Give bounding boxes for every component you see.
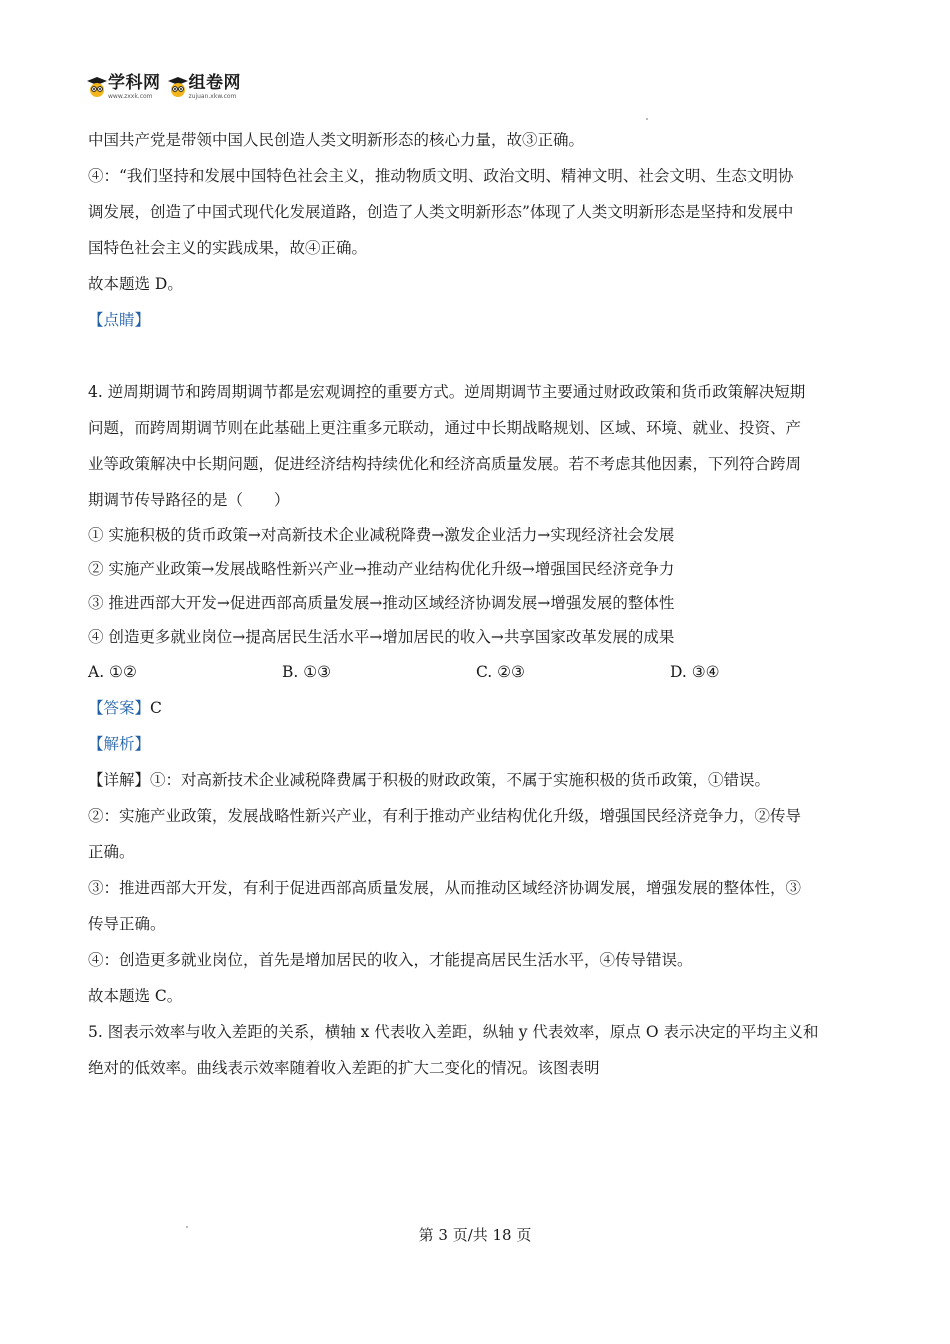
header-logo bbox=[86, 70, 247, 104]
text-line: 国特色社会主义的实践成果，故④正确。 bbox=[88, 239, 368, 257]
logo-url-1: www.zxxk.com bbox=[108, 92, 153, 100]
logo-title-1: 学科网 bbox=[108, 72, 161, 93]
owl-icon bbox=[167, 76, 189, 98]
answer-line bbox=[88, 690, 868, 726]
detail-line: ③：推进西部大开发，有利于促进西部高质量发展，从而推动区域经济协调发展，增强发展的整体性，③ bbox=[88, 879, 802, 897]
question-4-stem: 4. 逆周期调节和跨周期调节都是宏观调控的重要方式。逆周期调节主要通过财政政策和货币政策解决短期 bbox=[88, 383, 806, 401]
option-c: C. ②③ bbox=[476, 663, 525, 681]
document-body bbox=[88, 122, 868, 1086]
question-4-stem: 问题，而跨周期调节则在此基础上更注重多元联动，通过中长期战略规划、区域、环境、就业、投资、产 bbox=[88, 419, 802, 437]
text-line: ④：“我们坚持和发展中国特色社会主义，推动物质文明、政治文明、精神文明、社会文明、生态文明协 bbox=[88, 167, 794, 185]
question-4-options bbox=[88, 654, 868, 690]
zxxk-logo bbox=[86, 72, 161, 100]
detail-line: 【详解】①：对高新技术企业减税降费属于积极的财政政策，不属于实施积极的货币政策，①错误。 bbox=[88, 771, 771, 789]
option-b: B. ①③ bbox=[282, 663, 332, 681]
page-number: 第 3 页/共 18 页 bbox=[418, 1226, 532, 1244]
tip-heading: 【点睛】 bbox=[88, 311, 151, 329]
logo-url-2: zujuan.xkw.com bbox=[188, 92, 237, 100]
question-4-item: ② 实施产业政策→发展战略性新兴产业→推动产业结构优化升级→增强国民经济竞争力 bbox=[88, 560, 675, 578]
text-line: 调发展，创造了中国式现代化发展道路，创造了人类文明新形态”体现了人类文明新形态是坚持和发展中 bbox=[88, 203, 794, 221]
question-4-stem: 期调节传导路径的是（ ） bbox=[88, 491, 290, 509]
analysis-tag: 【解析】 bbox=[88, 735, 151, 753]
answer-value: C bbox=[150, 699, 162, 717]
logo-title-2: 组卷网 bbox=[188, 72, 241, 93]
option-d: D. ③④ bbox=[670, 663, 720, 681]
detail-line: 故本题选 C。 bbox=[88, 987, 183, 1005]
question-4-item: ④ 创造更多就业岗位→提高居民生活水平→增加居民的收入→共享国家改革发展的成果 bbox=[88, 628, 675, 646]
detail-line: ④：创造更多就业岗位，首先是增加居民的收入，才能提高居民生活水平，④传导错误。 bbox=[88, 951, 693, 969]
answer-tag: 【答案】 bbox=[88, 699, 151, 717]
question-4-item: ① 实施积极的货币政策→对高新技术企业减税降费→激发企业活力→实现经济社会发展 bbox=[88, 526, 675, 544]
text-line: 故本题选 D。 bbox=[88, 275, 183, 293]
detail-line: 传导正确。 bbox=[88, 915, 166, 933]
option-a: A. ①② bbox=[88, 663, 137, 681]
owl-icon bbox=[86, 76, 108, 98]
question-5-stem: 绝对的低效率。曲线表示效率随着收入差距的扩大二变化的情况。该图表明 bbox=[88, 1059, 600, 1077]
text-line: 中国共产党是带领中国人民创造人类文明新形态的核心力量，故③正确。 bbox=[88, 131, 585, 149]
detail-line: ②：实施产业政策，发展战略性新兴产业，有利于推动产业结构优化升级，增强国民经济竞争力，②传导 bbox=[88, 807, 802, 825]
question-4-item: ③ 推进西部大开发→促进西部高质量发展→推动区域经济协调发展→增强发展的整体性 bbox=[88, 594, 675, 612]
scan-dot bbox=[646, 118, 648, 120]
question-4-stem: 业等政策解决中长期问题，促进经济结构持续优化和经济高质量发展。若不考虑其他因素，下列符合跨周 bbox=[88, 455, 802, 473]
zujuan-logo bbox=[167, 72, 242, 100]
question-5-stem: 5. 图表示效率与收入差距的关系，横轴 x 代表收入差距，纵轴 y 代表效率，原点 O 表示决定的平均主义和 bbox=[88, 1023, 819, 1041]
detail-line: 正确。 bbox=[88, 843, 135, 861]
